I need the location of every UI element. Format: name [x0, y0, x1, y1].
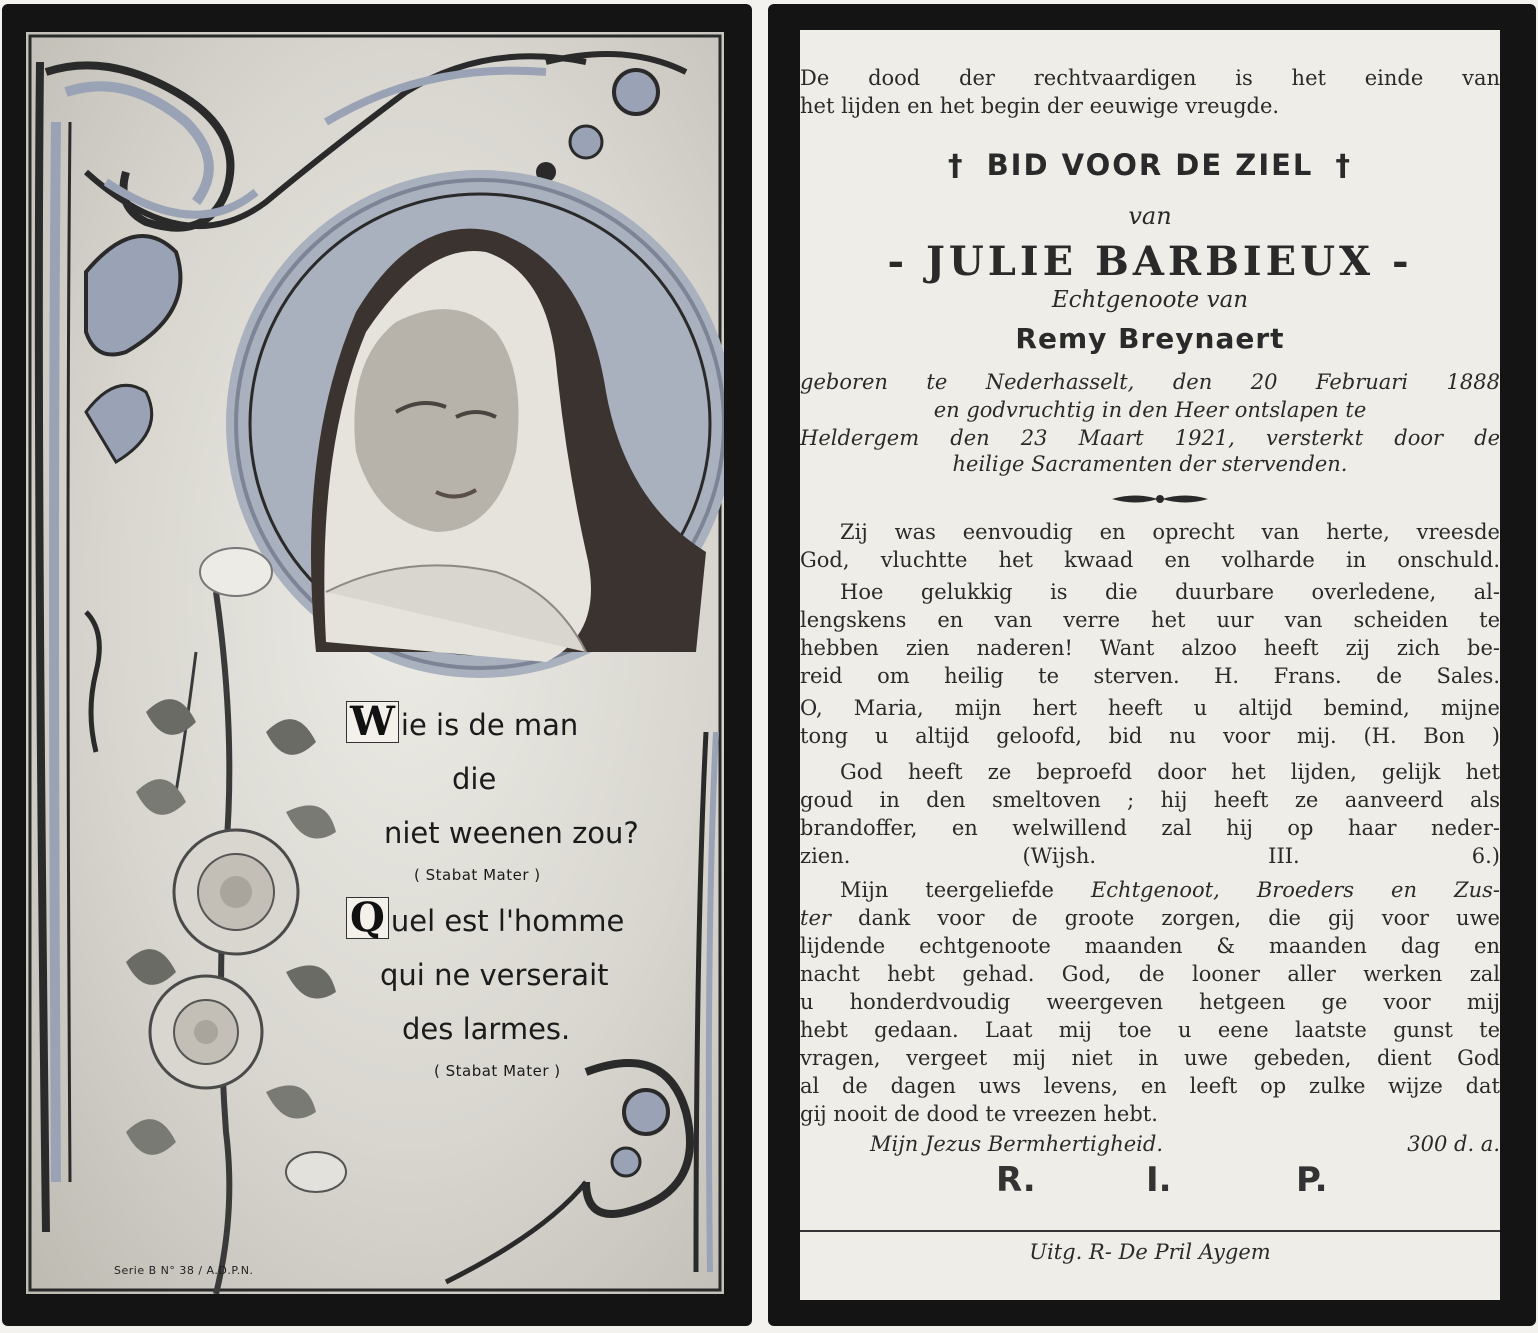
para5-line-7: vragen, vergeet mij niet in uwe gebeden, dient God: [800, 1046, 1500, 1070]
para4-line-2: goud in den smeltoven ; hij heeft ze aanveerd als: [800, 788, 1500, 812]
poem-credit-2: ( Stabat Mater ): [434, 1062, 561, 1080]
poem-line-4: Q uel est l'homme: [346, 894, 642, 948]
rose-illustration: [126, 548, 346, 1294]
para5-line-1: Mijn teergeliefde Echtgenoot, Broeders en Zus-: [840, 878, 1500, 902]
para3-line-2: tong u altijd geloofd, bid nu voor mij. (H. Bon ): [800, 724, 1500, 748]
para2-line-3: hebben zien naderen! Want alzoo heeft zij zich be-: [800, 636, 1500, 660]
para2-line-2: lengskens en van verre het uur van scheiden te: [800, 608, 1500, 632]
rip-i: I.: [1146, 1160, 1172, 1200]
para4-line-3: brandoffer, en welwillend zal hij op haar neder-: [800, 816, 1500, 840]
para5-line-5: u honderdvoudig weergeven hetgeen ge voor mij: [800, 990, 1500, 1014]
poem-line-5: qui ne verserait: [380, 958, 609, 992]
para5-line-9: gij nooit de dood te vreezen hebt.: [800, 1102, 1158, 1126]
bottom-rule: [800, 1230, 1500, 1232]
series-label: Serie B N° 38 / A.D.P.N.: [114, 1264, 254, 1277]
para5-line-4: nacht hebt gehad. God, de looner aller werken zal: [800, 962, 1500, 986]
dropcap-q: Q: [346, 897, 389, 939]
indulgence-days: 300 d. a.: [1407, 1132, 1500, 1156]
bio-line-2: en godvruchtig in den Heer ontslapen te: [933, 398, 1367, 422]
opening-line-2: het lijden en het begin der eeuwige vreugde.: [800, 94, 1280, 118]
poem-line-3: niet weenen zou?: [384, 816, 639, 850]
cross-right: †: [1335, 148, 1353, 182]
deceased-name: - JULIE BARBIEUX -: [887, 238, 1413, 285]
para5-line-3: lijdende echtgenoote maanden & maanden dag en: [800, 934, 1500, 958]
bio-line-1: geboren te Nederhasselt, den 20 Februari 1888: [800, 370, 1500, 394]
art-nouveau-frame: [26, 32, 724, 1294]
memorial-text-panel: [800, 30, 1500, 1300]
poem-line-1: W ie is de man: [346, 698, 642, 752]
image-card: [2, 4, 752, 1326]
poem-line-2: die: [452, 762, 497, 796]
para4-line-1: God heeft ze beproefd door het lijden, gelijk het: [840, 760, 1500, 784]
devotional-image-panel: [26, 32, 724, 1294]
bio-line-3: Heldergem den 23 Maart 1921, versterkt door de: [800, 426, 1500, 450]
spouse-name: Remy Breynaert: [1015, 322, 1285, 355]
van-label: van: [1128, 202, 1172, 230]
rip-p: P.: [1296, 1160, 1328, 1200]
para3-line-1: O, Maria, mijn hert heeft u altijd bemind, mijne: [800, 696, 1500, 720]
para4-line-4: zien. (Wijsh. III. 6.): [800, 844, 1500, 868]
stabat-mater-poem: [342, 698, 642, 1086]
para1-line-1: Zij was eenvoudig en oprecht van herte, vreesde: [840, 520, 1500, 544]
text-card: [768, 4, 1536, 1326]
heading-row: [800, 148, 1500, 182]
heading: BID VOOR DE ZIEL: [986, 148, 1314, 182]
cross-left: †: [947, 148, 965, 182]
para1-line-2: God, vluchtte het kwaad en volharde in onschuld.: [800, 548, 1500, 572]
poem-credit-1: ( Stabat Mater ): [414, 866, 541, 884]
printer-credit: Uitg. R- De Pril Aygem: [1029, 1240, 1271, 1264]
ornament-divider: [1110, 490, 1210, 508]
para2-line-4: reid om heilig te sterven. H. Frans. de Sales.: [800, 664, 1500, 688]
spouse-intro: Echtgenoote van: [1051, 287, 1249, 313]
para5-line-2: ter dank voor de groote zorgen, die gij voor uwe: [800, 906, 1500, 930]
rip-r: R.: [996, 1160, 1036, 1200]
poem-line-6: des larmes.: [402, 1012, 571, 1046]
para5-line-8: al de dagen uws levens, en leeft op zulke wijze dat: [800, 1074, 1500, 1098]
indulgence-prayer: Mijn Jezus Bermhertigheid.: [870, 1132, 1164, 1156]
bio-line-4: heilige Sacramenten der stervenden.: [952, 452, 1348, 476]
para5-line-6: hebt gedaan. Laat mij toe u eene laatste gunst te: [800, 1018, 1500, 1042]
para2-line-1: Hoe gelukkig is die duurbare overledene, al-: [840, 580, 1500, 604]
opening-line-1: De dood der rechtvaardigen is het einde van: [800, 66, 1500, 90]
dropcap-w: W: [346, 701, 399, 743]
